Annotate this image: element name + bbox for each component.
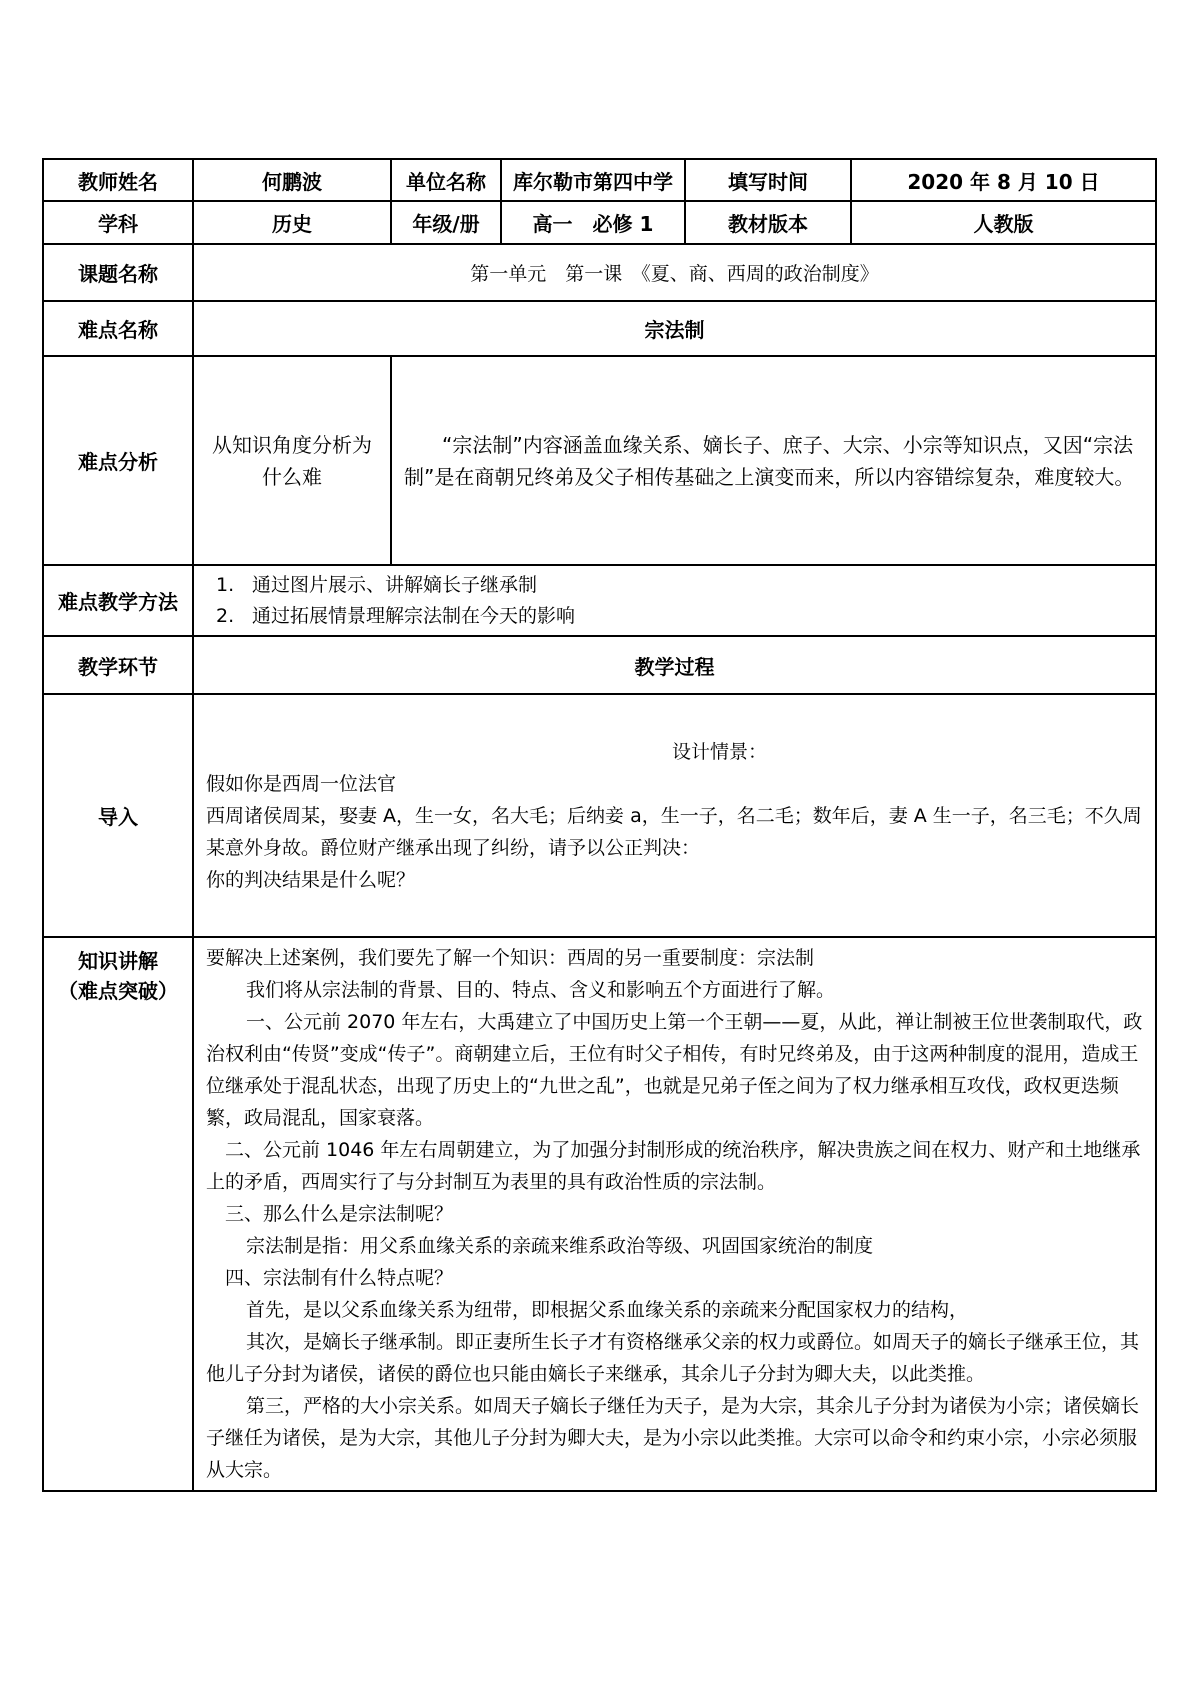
method-row bbox=[43, 565, 1156, 636]
method-item bbox=[204, 570, 1145, 601]
process-value: 教学过程 bbox=[193, 636, 1156, 694]
grade-value: 高一 必修 1 bbox=[501, 201, 685, 244]
lesson-plan-table bbox=[42, 158, 1157, 1492]
unit-label: 单位名称 bbox=[391, 159, 501, 201]
knowledge-cell bbox=[193, 937, 1156, 1491]
knowledge-paragraph: 二、公元前 1046 年左右周朝建立，为了加强分封制形成的统治秩序，解决贵族之间在权力、财产和土地继承上的矛盾，西周实行了与分封制互为表里的具有政治性质的宗法制。 bbox=[206, 1139, 1141, 1193]
header-row-2 bbox=[43, 201, 1156, 244]
knowledge-paragraph: 三、那么什么是宗法制呢？ bbox=[225, 1203, 454, 1225]
unit-name: 库尔勒市第四中学 bbox=[501, 159, 685, 201]
method-item-text: 通过拓展情景理解宗法制在今天的影响 bbox=[252, 604, 576, 627]
edition-value: 人教版 bbox=[851, 201, 1156, 244]
intro-line: 西周诸侯周某，娶妻 A，生一女，名大毛；后纳妾 a，生一子，名二毛；数年后，妻 A 生一子，名三毛；不久周某意外身故。爵位财产继承出现了纠纷，请予以公正判决： bbox=[206, 804, 1142, 859]
analysis-row bbox=[43, 356, 1156, 565]
method-item-text: 通过图片展示、讲解嫡长子继承制 bbox=[252, 573, 538, 596]
date-value: 2020 年 8 月 10 日 bbox=[851, 159, 1156, 201]
knowledge-body bbox=[194, 938, 1155, 1490]
knowledge-label-cell bbox=[43, 937, 193, 1491]
grade-label: 年级/册 bbox=[391, 201, 501, 244]
knowledge-paragraph: 要解决上述案例，我们要先了解一个知识：西周的另一重要制度：宗法制 bbox=[206, 947, 815, 969]
intro-line: 你的判决结果是什么呢？ bbox=[206, 868, 416, 891]
knowledge-paragraph: 我们将从宗法制的背景、目的、特点、含义和影响五个方面进行了解。 bbox=[246, 979, 836, 1001]
method-list bbox=[194, 568, 1155, 634]
method-item-number: 1. bbox=[216, 573, 235, 596]
subject-value: 历史 bbox=[193, 201, 391, 244]
knowledge-paragraph: 四、宗法制有什么特点呢？ bbox=[225, 1267, 454, 1289]
method-label: 难点教学方法 bbox=[43, 565, 193, 636]
knowledge-paragraph: 首先，是以父系血缘关系为纽带，即根据父系血缘关系的亲疏来分配国家权力的结构， bbox=[246, 1299, 969, 1321]
intro-line: 假如你是西周一位法官 bbox=[206, 772, 397, 795]
knowledge-paragraph: 宗法制是指：用父系血缘关系的亲疏来维系政治等级、巩固国家统治的制度 bbox=[246, 1235, 874, 1257]
analysis-sublabel-cell bbox=[193, 356, 391, 565]
knowledge-paragraph: 第三，严格的大小宗关系。如周天子嫡长子继任为天子，是为大宗，其余儿子分封为诸侯为小宗；诸侯嫡长子继任为诸侯，是为大宗，其他儿子分封为卿大夫，是为小宗以此类推。大宗可以命令和约束小宗，小宗必须服从大宗。 bbox=[206, 1395, 1140, 1481]
lesson-plan-page bbox=[42, 158, 1155, 1492]
difficulty-value: 宗法制 bbox=[193, 301, 1156, 356]
analysis-text: “宗法制”内容涵盖血缘关系、嫡长子、庶子、大宗、小宗等知识点，又因“宗法制”是在商朝兄终弟及父子相传基础之上演变而来，所以内容错综复杂，难度较大。 bbox=[404, 432, 1135, 489]
teacher-name: 何鹏波 bbox=[193, 159, 391, 201]
knowledge-paragraph: 一、公元前 2070 年左右，大禹建立了中国历史上第一个王朝——夏，从此，禅让制被王位世袭制取代，政治权利由“传贤”变成“传子”。商朝建立后，王位有时父子相传，有时兄终弟及，由于这两种制度的混用，造成王位继承处于混乱状态，出现了历史上的“九世之乱”，也就是兄弟子侄之间为了权力继承相互攻伐，政权更迭频繁，政局混乱，国家衰落。 bbox=[206, 1011, 1143, 1129]
header-row-1 bbox=[43, 159, 1156, 201]
date-label: 填写时间 bbox=[685, 159, 851, 201]
intro-label: 导入 bbox=[43, 694, 193, 937]
difficulty-label: 难点名称 bbox=[43, 301, 193, 356]
difficulty-row bbox=[43, 301, 1156, 356]
method-item bbox=[204, 601, 1145, 632]
knowledge-label: 知识讲解 bbox=[78, 949, 158, 973]
topic-value: 第一单元 第一课 《夏、商、西周的政治制度》 bbox=[193, 244, 1156, 301]
subject-label: 学科 bbox=[43, 201, 193, 244]
edition-label: 教材版本 bbox=[685, 201, 851, 244]
intro-cell bbox=[193, 694, 1156, 937]
intro-design-heading: 设计情景： bbox=[671, 740, 767, 763]
intro-content bbox=[194, 736, 1155, 896]
knowledge-row bbox=[43, 937, 1156, 1491]
topic-row bbox=[43, 244, 1156, 301]
teacher-label: 教师姓名 bbox=[43, 159, 193, 201]
process-row bbox=[43, 636, 1156, 694]
topic-label: 课题名称 bbox=[43, 244, 193, 301]
analysis-text-cell bbox=[391, 356, 1156, 565]
intro-row bbox=[43, 694, 1156, 937]
analysis-sublabel: 从知识角度分析为什么难 bbox=[212, 432, 372, 489]
knowledge-sublabel: （难点突破） bbox=[58, 979, 178, 1003]
knowledge-paragraph: 其次，是嫡长子继承制。即正妻所生长子才有资格继承父亲的权力或爵位。如周天子的嫡长子继承王位，其他儿子分封为诸侯，诸侯的爵位也只能由嫡长子来继承，其余儿子分封为卿大夫，以此类推。 bbox=[206, 1331, 1140, 1385]
analysis-label: 难点分析 bbox=[43, 356, 193, 565]
method-item-number: 2. bbox=[216, 604, 235, 627]
method-list-cell bbox=[193, 565, 1156, 636]
process-label: 教学环节 bbox=[43, 636, 193, 694]
